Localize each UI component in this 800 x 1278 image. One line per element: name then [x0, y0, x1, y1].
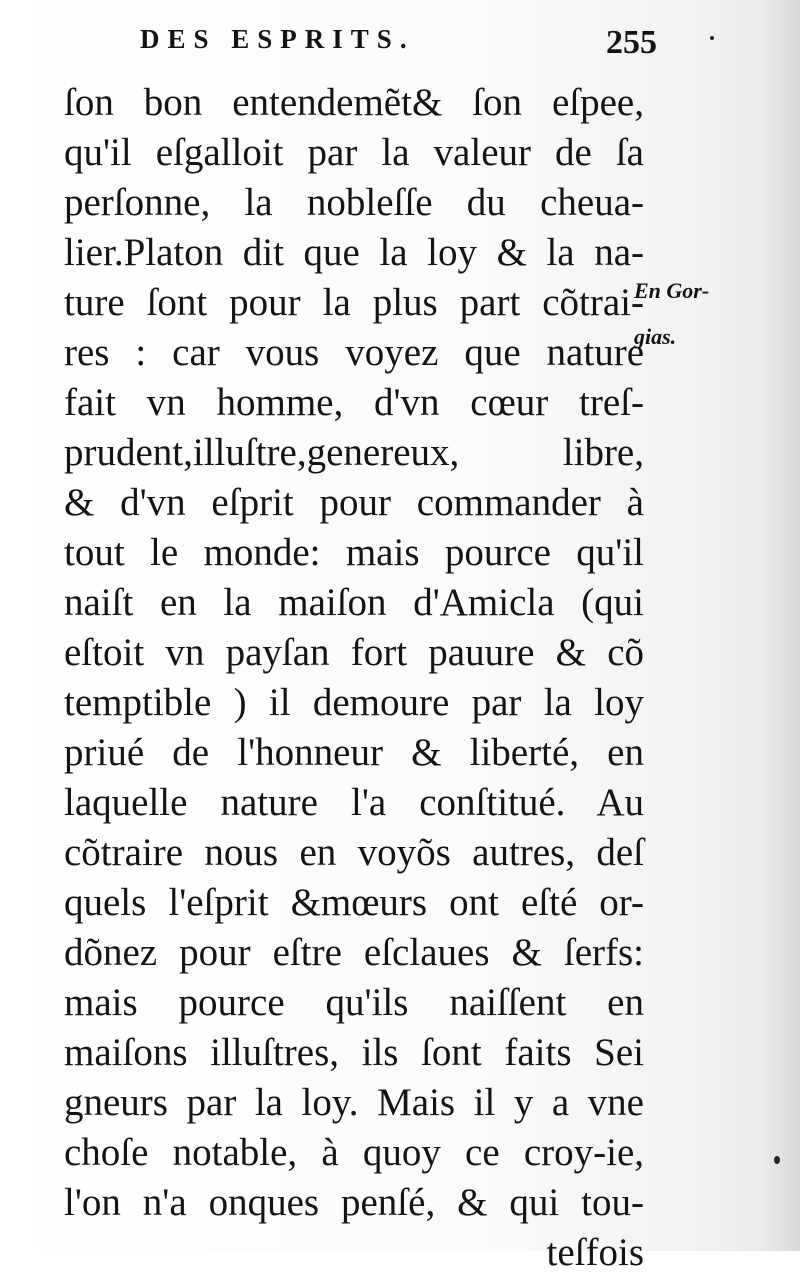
text-line: dõnez pour eſtre eſclaues & ſerfs: — [64, 931, 644, 974]
text-line: prudent,illuſtre,genereux, libre, — [64, 431, 644, 474]
body-text — [64, 78, 644, 1278]
text-line: gneurs par la loy. Mais il y a vne — [64, 1081, 644, 1124]
marginal-note — [634, 268, 709, 360]
text-line: naiſt en la maiſon d'Amicla (qui — [64, 581, 644, 624]
text-line: ture ſont pour la plus part cõtrai- — [64, 281, 644, 324]
text-line: res : car vous voyez que nature — [64, 331, 644, 374]
text-line: lier.Platon dit que la loy & la na- — [64, 231, 644, 274]
text-line: laquelle nature l'a conſtitué. Au — [64, 781, 644, 824]
marginal-note-line: En Gor- — [634, 278, 710, 303]
text-line: l'on n'a onques penſé, & qui tou- — [64, 1181, 644, 1224]
text-line: perſonne, la nobleſſe du cheua- — [64, 181, 644, 224]
text-line: fait vn homme, d'vn cœur treſ- — [64, 381, 644, 424]
page-number: 255 — [606, 24, 657, 61]
text-line: maiſons illuſtres, ils ſont faits Sei — [64, 1031, 644, 1074]
ink-speck — [774, 1156, 780, 1164]
text-line: cõtraire nous en voyõs autres, deſ — [64, 831, 644, 874]
marginal-note-line: gias. — [634, 324, 677, 349]
text-line: tout le monde: mais pource qu'il — [64, 531, 644, 574]
ink-speck — [710, 36, 714, 40]
text-line: choſe notable, à quoy ce croy-ie, — [64, 1131, 644, 1174]
catchword: teſfois — [546, 1231, 644, 1274]
text-line: mais pource qu'ils naiſſent en — [64, 981, 644, 1024]
page-edge-shadow — [762, 0, 800, 1251]
text-line: & d'vn eſprit pour commander à — [64, 481, 644, 524]
text-line: priué de l'honneur & liberté, en — [64, 731, 644, 774]
text-line: temptible ) il demoure par la loy — [64, 681, 644, 724]
text-line: quels l'eſprit &mœurs ont eſté or- — [64, 881, 644, 924]
text-line: eſtoit vn payſan fort pauure & cõ — [64, 631, 644, 674]
text-line: qu'il eſgalloit par la valeur de ſa — [64, 131, 644, 174]
running-title: DES ESPRITS. — [140, 24, 415, 54]
text-line: ſon bon entendemẽt& ſon eſpee, — [64, 81, 644, 124]
